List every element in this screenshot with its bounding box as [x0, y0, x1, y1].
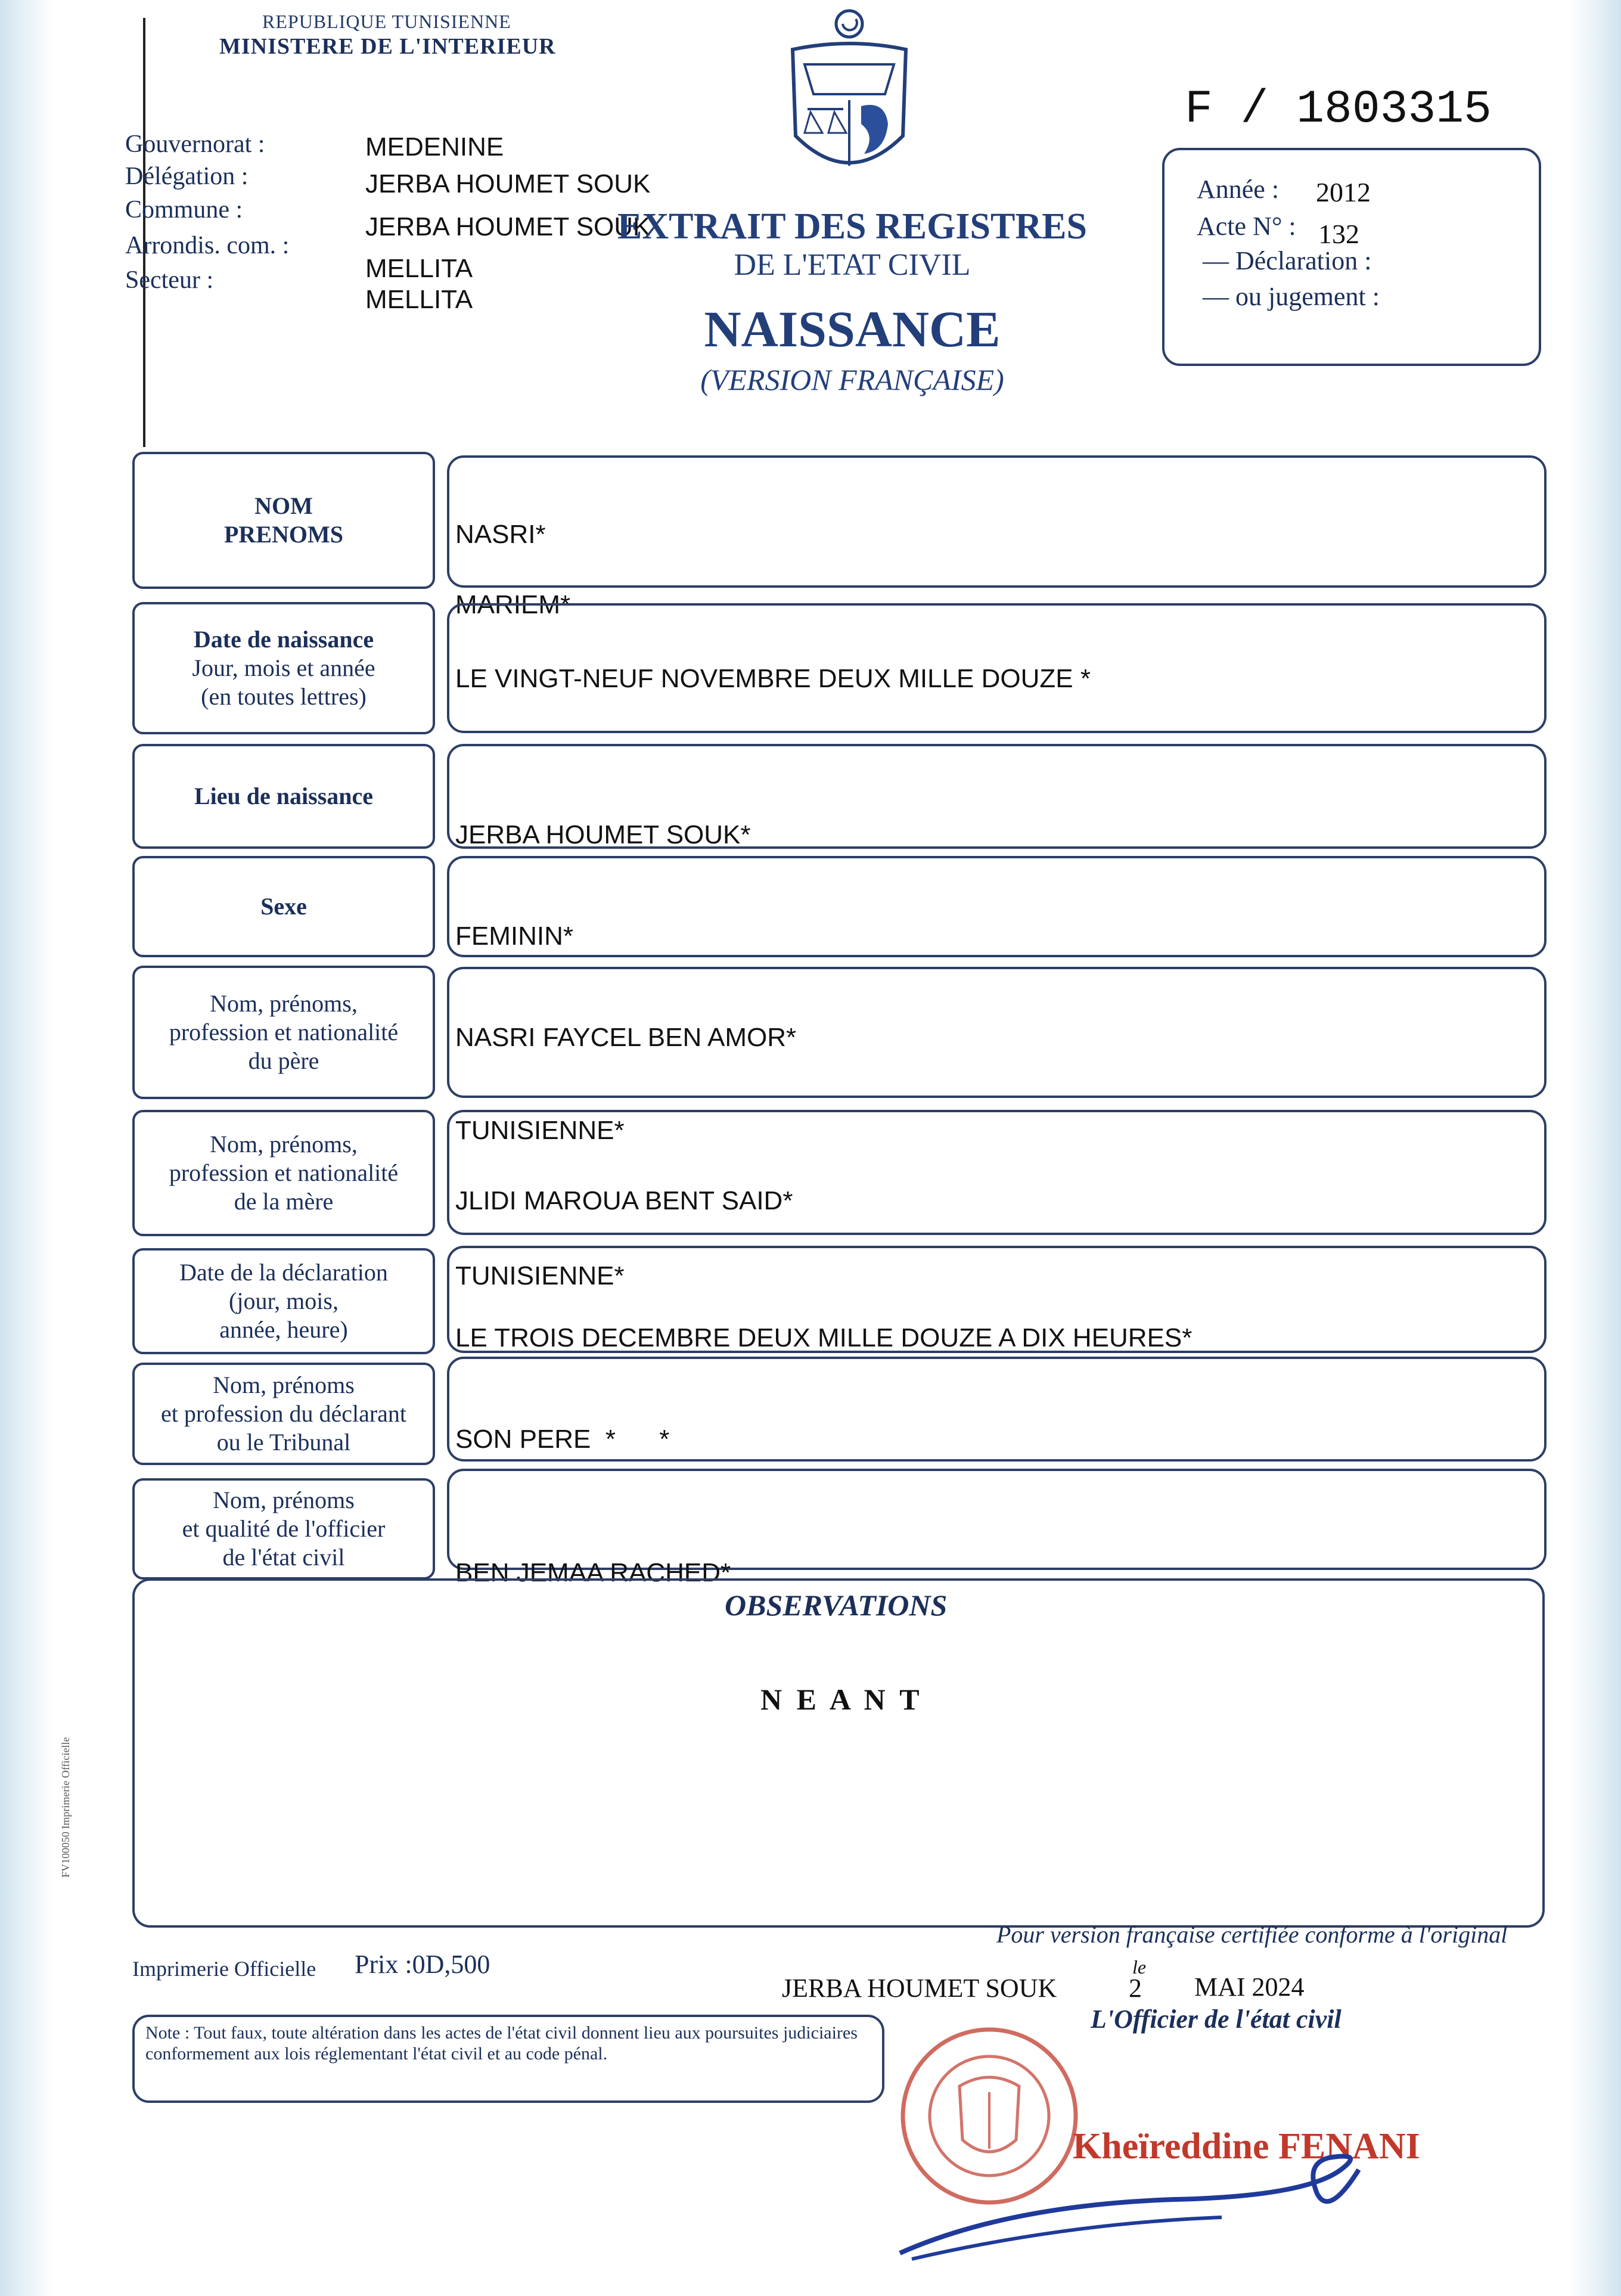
admin-value-arrondissement: MELLITA — [365, 254, 473, 283]
prenom-value: MARIEM* — [455, 590, 571, 619]
row-declarant-label — [132, 1363, 435, 1465]
admin-label-delegation: Délégation : — [125, 163, 249, 190]
date-naissance-sublabel-2: (en toutes lettres) — [201, 683, 367, 710]
row-mere-box — [447, 1110, 1547, 1235]
admin-value-commune: JERBA HOUMET SOUK — [365, 212, 651, 241]
declaration-label-2: (jour, mois, — [229, 1287, 339, 1314]
sexe-value: FEMININ* — [455, 921, 573, 951]
republic-label: REPUBLIQUE TUNISIENNE — [262, 11, 511, 32]
mere-label-3: de la mère — [234, 1188, 334, 1215]
row-declaration-label — [132, 1248, 435, 1354]
decorative-border-right — [1567, 0, 1621, 2296]
serial-number: F / 1803315 — [1185, 83, 1492, 136]
observations-title: OBSERVATIONS — [725, 1588, 948, 1622]
admin-value-delegation: JERBA HOUMET SOUK — [365, 169, 651, 198]
printer-label: Imprimerie Officielle — [132, 1957, 316, 1981]
date-naissance-label: Date de naissance — [193, 626, 374, 653]
admin-label-secteur: Secteur : — [125, 266, 214, 294]
mere-label-2: profession et nationalité — [169, 1159, 399, 1186]
nom-value: NASRI* — [455, 520, 546, 549]
date-naissance-value: LE VINGT-NEUF NOVEMBRE DEUX MILLE DOUZE * — [455, 664, 1091, 693]
pere-label-3: du père — [248, 1047, 319, 1074]
declarant-label-1: Nom, prénoms — [213, 1372, 355, 1398]
mere-nationalite: TUNISIENNE* — [455, 1261, 625, 1290]
date-month-year: MAI 2024 — [1194, 1972, 1305, 2002]
declaration-label: — Déclaration : — [1203, 246, 1372, 275]
row-mere-label — [132, 1110, 435, 1236]
sexe-label: Sexe — [260, 893, 307, 920]
title-etat-civil: DE L'ETAT CIVIL — [734, 248, 971, 282]
admin-value-secteur: MELLITA — [365, 285, 473, 314]
declaration-value: LE TROIS DECEMBRE DEUX MILLE DOUZE A DIX HEURES* — [455, 1323, 1193, 1352]
date-day: 2 — [1129, 1974, 1142, 2003]
admin-value-gouvernorat: MEDENINE — [365, 132, 504, 162]
pere-value: NASRI FAYCEL BEN AMOR* — [455, 1023, 797, 1052]
pere-label-2: profession et nationalité — [169, 1019, 399, 1045]
declarant-value: SON PERE * * — [455, 1425, 670, 1454]
acte-label: Acte N° : — [1197, 212, 1296, 241]
lieu-label: Lieu de naissance — [194, 783, 374, 809]
mere-value: JLIDI MAROUA BENT SAID* — [455, 1186, 793, 1215]
pere-label-1: Nom, prénoms, — [210, 990, 358, 1017]
row-nom-label — [132, 452, 435, 589]
officer-title: L'Officier de l'état civil — [1091, 2005, 1341, 2034]
jugement-label: — ou jugement : — [1203, 282, 1380, 311]
row-officier-label — [132, 1478, 435, 1580]
coat-of-arms-icon — [781, 5, 918, 190]
side-print: FV100050 Imprimerie Officielle — [60, 1737, 72, 1878]
officier-label-1: Nom, prénoms — [213, 1487, 355, 1513]
title-naissance: NAISSANCE — [704, 300, 1001, 358]
note-box — [132, 2015, 884, 2103]
annee-value: 2012 — [1316, 177, 1371, 207]
signature-scribble-icon — [888, 2134, 1424, 2271]
price-label: Prix :0D,500 — [355, 1950, 490, 1979]
date-naissance-sublabel: Jour, mois et année — [192, 654, 375, 681]
nom-label: NOM — [254, 492, 313, 519]
place-label: JERBA HOUMET SOUK — [782, 1974, 1057, 2003]
row-sexe-box — [447, 856, 1547, 957]
note-text: Note : Tout faux, toute altération dans les actes de l'état civil donnent lieu aux poursuites judiciaires conformement aux lois réglementant l'état civil et au code pénal. — [145, 2023, 858, 2064]
declarant-label-2: et profession du déclarant — [160, 1400, 407, 1427]
ministry-label: MINISTERE DE L'INTERIEUR — [219, 34, 556, 59]
title-version: (VERSION FRANÇAISE) — [700, 363, 1004, 396]
declarant-label-3: ou le Tribunal — [216, 1429, 351, 1456]
title-extrait: EXTRAIT DES REGISTRES — [617, 206, 1087, 247]
admin-label-gouvernorat: Gouvernorat : — [125, 131, 265, 158]
officier-label-2: et qualité de l'officier — [182, 1515, 386, 1542]
declaration-label-1: Date de la déclaration — [179, 1259, 388, 1286]
annee-label: Année : — [1197, 175, 1280, 204]
mere-label-1: Nom, prénoms, — [210, 1131, 358, 1158]
row-lieu-label — [132, 744, 435, 849]
decorative-border-left — [0, 0, 54, 2296]
acte-value: 132 — [1318, 219, 1359, 249]
certified-label: Pour version française certifiée conforme à l'original — [996, 1921, 1508, 1948]
signature-name: Kheïreddine FENANI — [1073, 2126, 1420, 2167]
officier-label-3: de l'état civil — [222, 1544, 345, 1571]
row-pere-label — [132, 966, 435, 1099]
observations-box — [132, 1578, 1545, 1928]
officier-value: BEN JEMAA RACHED* — [455, 1558, 731, 1587]
prenoms-label: PRENOMS — [224, 521, 343, 548]
declaration-label-3: année, heure) — [219, 1316, 348, 1343]
row-nom-value-box — [447, 455, 1547, 588]
le-label: le — [1132, 1956, 1147, 1978]
admin-label-arrondissement: Arrondis. com. : — [125, 232, 290, 259]
row-date-naissance-label — [132, 602, 435, 734]
admin-label-commune: Commune : — [125, 196, 243, 224]
row-sexe-label — [132, 856, 435, 957]
observations-value: N E A N T — [760, 1683, 923, 1716]
lieu-value: JERBA HOUMET SOUK* — [455, 820, 751, 849]
row-officier-box — [447, 1469, 1547, 1570]
pere-nationalite: TUNISIENNE* — [455, 1116, 625, 1145]
